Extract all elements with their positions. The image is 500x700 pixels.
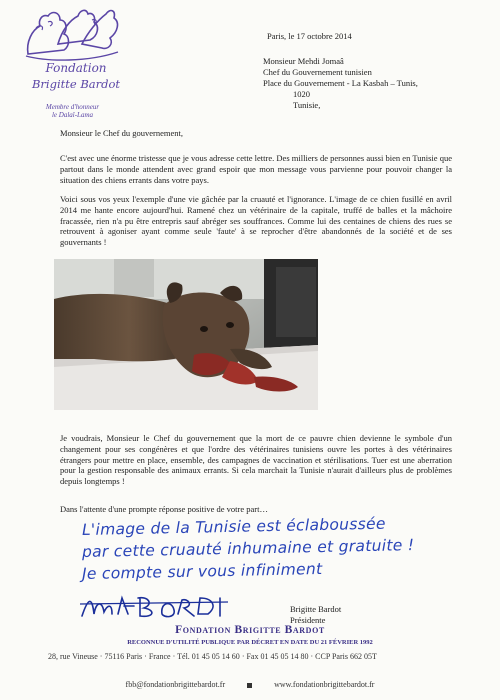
footer-street: 28, rue Vineuse · 75116 Paris · France [48,652,171,661]
recipient-title: Chef du Gouvernement tunisien [263,67,372,77]
recipient-postcode: 1020 [293,89,310,99]
footer-address: 28, rue Vineuse · 75116 Paris · France · Tél. 01 45 05 14 60 · Fax 01 45 05 14 80 · CCP Paris 662 05T [48,652,377,661]
handwritten-line-2: par cette cruauté inhumaine et gratuite ! [81,536,415,561]
signer-block [290,604,341,626]
footer-fax: Fax 01 45 05 14 80 [246,652,309,661]
handwritten-line-1: L'image de la Tunisie est éclaboussée [81,514,386,539]
footer-foundation-name: Fondation Brigitte Bardot [175,624,325,636]
salutation: Monsieur le Chef du gouvernement, [60,128,183,138]
letter-date: Paris, le 17 octobre 2014 [267,31,352,41]
footer-ccp: CCP Paris 662 05T [315,652,377,661]
closing-line: Dans l'attente d'une prompte réponse positive de votre part… [60,504,268,514]
footer-website-link[interactable]: www.fondationbrigittebardot.fr [274,680,375,689]
paragraph-2: Voici sous vos yeux l'exemple d'une vie gâchée par la cruauté et l'ignorance. L'image de ce chien fusillé en avril 2014 me hante encore aujourd'hui. Ramené chez un vétérinaire de la capitale, truffé de balles et la mâchoire fracassée, rien n'a pu être entrepris sauf abréger ses souffrances. Comme lui des centaines de chiens des rues se retrouvent à agoniser ayant comme seule 'faute' à se reprocher d'être abandonnés de la société et de ses gouvernants ! [60,194,452,248]
footer-recognition: RECONNUE D'UTILITÉ PUBLIQUE PAR DÉCRET EN DATE DU 21 FÉVRIER 1992 [127,639,373,646]
separator-dot [247,683,252,688]
paragraph-1: C'est avec une énorme tristesse que je vous adresse cette lettre. Des milliers de personnes aussi bien en Tunisie que partout dans le monde attendent avec grand espoir que mon message vous parvienne pour pouvoir changer la situation des chiens errants dans votre pays. [60,153,452,185]
signer-name: Brigitte Bardot [290,604,342,614]
footer-phone: Tél. 01 45 05 14 60 [177,652,240,661]
paragraph-3: Je voudrais, Monsieur le Chef du gouvernement que la mort de ce pauvre chien devienne le symbole d'un changement pour ses congénères et que l'ordre des vétérinaires tunisiens ouvre les portes à des vétérinaires étrangers pour mettre en place, ensemble, des campagnes de vaccination et stérilisations. Tuer est une aberration pour la gestion responsable des animaux errants. Si cela marchait la Tunisie n'aurait d'ailleurs plus de problèmes depuis longtemps ! [60,433,452,487]
recipient-address [263,56,418,111]
footer-contact [0,680,500,689]
honorary-member [30,103,115,119]
recipient-country: Tunisie, [293,100,321,110]
dog-photo [54,259,318,410]
logo-line1: Fondation [45,61,107,75]
foundation-logo [18,6,128,98]
handwritten-signature [78,594,238,620]
signer-role: Présidente [290,615,326,625]
logo-line2: Brigitte Bardot [31,77,121,91]
member-line2: le Dalaï-Lama [51,111,94,119]
recipient-street: Place du Gouvernement - La Kasbah – Tunis, [263,78,418,88]
recipient-name: Monsieur Mehdi Jomaâ [263,56,344,66]
handwritten-line-3: Je compte sur vous infiniment [81,559,323,583]
member-line1: Membre d'honneur [45,103,100,111]
footer-email-link[interactable]: fbb@fondationbrigittebardot.fr [125,680,226,689]
